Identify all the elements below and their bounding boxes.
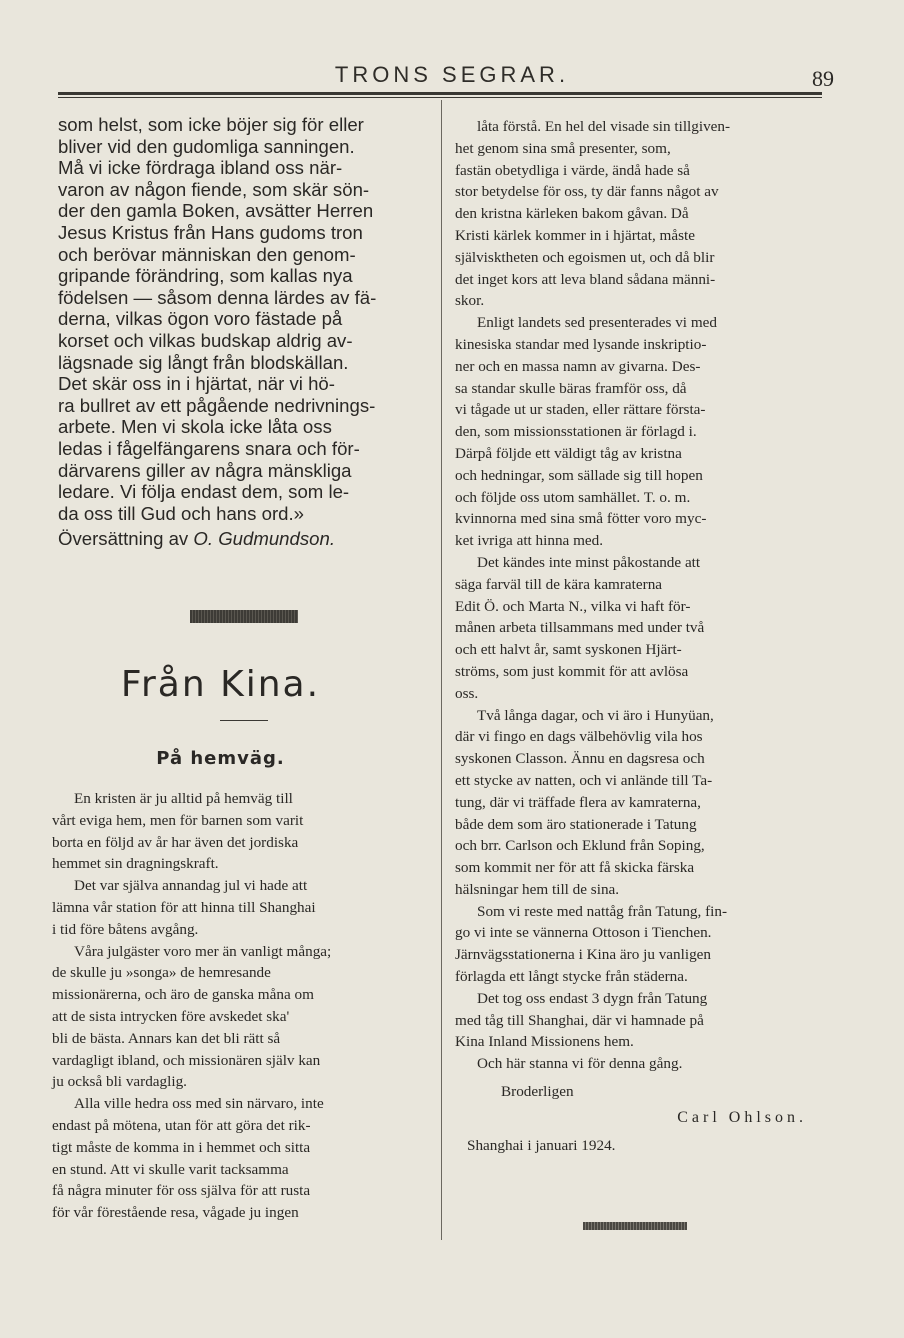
text-line: ket ivriga att hinna med. <box>455 532 604 550</box>
translation-credit <box>58 528 434 550</box>
text-line: ett stycke av natten, och vi anlände till Ta- <box>455 771 713 789</box>
article-paragraph <box>455 312 831 552</box>
text-line: det inget kors att leva bland sådana männi- <box>455 270 716 288</box>
text-line: Två långa dagar, och vi äro i Hunyüan, <box>477 706 714 724</box>
text-line: födelsen — såsom denna lärdes av fä- <box>58 286 377 308</box>
signature-place-date: Shanghai i januari 1924. <box>467 1136 616 1154</box>
article-paragraph <box>455 901 831 988</box>
continued-paragraph <box>58 114 434 524</box>
text-line: den, som missionsstationen är förlagd i. <box>455 423 697 441</box>
article-paragraph <box>455 1053 831 1075</box>
running-header-title: TRONS SEGRAR. <box>334 62 570 87</box>
text-line: och ett halvt år, samt syskonen Hjärt- <box>455 641 682 659</box>
text-line: gripande förändring, som kallas nya <box>58 265 353 287</box>
text-line: och berövar människan den genom- <box>58 243 356 265</box>
header-rule <box>58 92 822 95</box>
text-line: där vi fingo en dags välbehövlig vila hos <box>455 728 703 746</box>
text-line: Våra julgäster voro mer än vanligt många; <box>74 942 332 960</box>
text-line: tung, där vi träffade flera av kamraterna, <box>455 793 701 811</box>
title-rule <box>220 720 268 721</box>
text-line: låta förstå. En hel del visade sin tillgiven- <box>477 118 731 135</box>
text-line: stor betydelse för oss, ty där fanns något av <box>455 183 719 201</box>
text-line: Alla ville hedra oss med sin närvaro, inte <box>74 1095 324 1113</box>
text-line: da oss till Gud och hans ord.» <box>58 502 304 524</box>
text-line: oss. <box>455 684 479 702</box>
text-line: Och här stanna vi för denna gång. <box>477 1055 683 1073</box>
text-line: kvinnorna med sina små fötter voro myc- <box>455 510 707 528</box>
article-paragraph <box>455 116 831 312</box>
text-line: förlagda ett långt stycke från städerna. <box>455 968 688 986</box>
column-divider <box>441 100 442 1240</box>
text-line: vardagligt ibland, och missionären själv kan <box>52 1051 321 1069</box>
text-line: tigt måste de komma in i hemmet och sitta <box>52 1138 311 1156</box>
text-line: bliver vid den gudomliga sanningen. <box>58 135 355 157</box>
text-line: Det skär oss in i hjärtat, när vi hö- <box>58 373 335 395</box>
text-line: Må vi icke fördraga ibland oss när- <box>58 157 343 179</box>
text-line: en stund. Att vi skulle varit tacksamma <box>52 1160 289 1178</box>
section-divider-bar <box>190 610 298 623</box>
text-line: kinesiska standar med lysande inskriptio- <box>455 335 707 353</box>
translator-name: O. Gudmundson. <box>193 528 336 550</box>
text-line: både dem som äro stationerade i Tatung <box>455 815 697 833</box>
text-line: bli de bästa. Annars kan det bli rätt så <box>52 1029 281 1047</box>
text-line: skor. <box>455 292 485 310</box>
text-line: ströms, som just kommit för att avlösa <box>455 662 689 680</box>
text-line: de skulle ju »songa» de hemresande <box>52 964 271 982</box>
text-line: och följde oss utom samhället. T. o. m. <box>455 488 691 506</box>
text-line: ledas i fågelfängarens snara och för- <box>58 437 360 459</box>
text-line: varon av någon fiende, som skär sön- <box>58 178 370 200</box>
text-line: sa standar skulle bäras framför oss, då <box>455 379 687 397</box>
article-title: Från Kina. <box>120 664 321 705</box>
text-line: Kristi kärlek kommer in i hjärtat, måste <box>455 226 695 244</box>
text-line: ju också bli vardaglig. <box>52 1073 187 1091</box>
text-line: go vi inte se vännerna Ottoson i Tienchen. <box>455 924 712 942</box>
text-line: hemmet sin dragningskraft. <box>52 855 219 873</box>
text-line: borta en följd av år har även det jordiska <box>52 833 299 851</box>
header-rule-thin <box>58 97 822 98</box>
text-line: den kristna kärleken bakom gåvan. Då <box>455 205 689 223</box>
text-line: Edit Ö. och Marta N., vilka vi haft för- <box>455 597 691 615</box>
text-line: som helst, som icke böjer sig för eller <box>58 114 364 135</box>
article-paragraph <box>52 1093 432 1224</box>
text-line: ra bullret av ett pågående nedrivnings- <box>58 394 376 416</box>
text-line: därvarens giller av några mänskliga <box>58 459 352 481</box>
text-line: arbete. Men vi skola icke låta oss <box>58 416 332 438</box>
left-column-continuation <box>58 114 434 550</box>
translation-prefix: Översättning av <box>58 528 189 550</box>
page-number: 89 <box>812 66 834 91</box>
text-line: Det kändes inte minst påkostande att <box>477 553 701 571</box>
text-line: Jesus Kristus från Hans gudoms tron <box>58 221 363 243</box>
article-right-paragraphs <box>455 116 831 1075</box>
text-line: vi tågade ut ur staden, eller rättare första- <box>455 401 706 419</box>
text-line: ner och en massa namn av givarna. Des- <box>455 357 701 375</box>
text-line: lämna vår station för att hinna till Shanghai <box>52 898 316 916</box>
article-right-column <box>455 116 831 1156</box>
text-line: ledare. Vi följa endast dem, som le- <box>58 481 350 503</box>
article-paragraph <box>455 988 831 1053</box>
text-line: få några minuter för oss själva för att rusta <box>52 1182 311 1200</box>
text-line: derna, vilkas ögon voro fästade på <box>58 308 343 330</box>
text-line: som kommit ner för att få skicka färska <box>455 859 695 877</box>
text-line: Det var själva annandag jul vi hade att <box>74 877 308 895</box>
text-line: korset och vilkas budskap aldrig av- <box>58 329 353 351</box>
text-line: Kina Inland Missionens hem. <box>455 1033 634 1051</box>
text-line: En kristen är ju alltid på hemväg till <box>74 790 293 807</box>
text-line: vårt eviga hem, men för barnen som varit <box>52 811 304 829</box>
text-line: fastän obetydliga i värde, ändå hade så <box>455 161 690 179</box>
text-line: månen arbeta tillsammans med under två <box>455 619 705 637</box>
article-paragraph <box>455 552 831 705</box>
signature-name: Carl Ohlson. <box>677 1108 807 1126</box>
text-line: Därpå följde ett väldigt tåg av kristna <box>455 444 682 462</box>
text-line: hälsningar hem till de sina. <box>455 880 620 898</box>
text-line: med tåg till Shanghai, där vi hamnade på <box>455 1011 704 1029</box>
text-line: het genom sina små presenter, som, <box>455 139 671 157</box>
text-line: der den gamla Boken, avsätter Herren <box>58 200 374 222</box>
article-paragraph <box>52 788 432 875</box>
article-paragraph <box>52 875 432 940</box>
text-line: och brr. Carlson och Eklund från Soping, <box>455 837 705 855</box>
text-line: missionärerna, och äro de ganska måna om <box>52 986 314 1004</box>
text-line: endast på mötena, utan för att göra det rik- <box>52 1116 311 1134</box>
text-line: i tid före båtens avgång. <box>52 920 199 938</box>
text-line: Som vi reste med nattåg från Tatung, fin- <box>477 902 728 920</box>
text-line: Det tog oss endast 3 dygn från Tatung <box>477 989 708 1007</box>
article-subtitle: På hemväg. <box>156 748 285 769</box>
signature-greeting: Broderligen <box>501 1083 574 1101</box>
article-left-column <box>52 788 432 1224</box>
text-line: lägsnade sig långt från blodskällan. <box>58 351 349 373</box>
article-paragraph <box>52 941 432 1094</box>
text-line: att de sista intrycken före avskedet ska' <box>52 1007 290 1025</box>
text-line: för vår förestående resa, vågade ju ingen <box>52 1204 299 1222</box>
text-line: Järnvägsstationerna i Kina äro ju vanligen <box>455 946 711 964</box>
text-line: säga farväl till de kära kamraterna <box>455 575 663 593</box>
end-divider-bar <box>583 1222 687 1230</box>
text-line: och hedningar, som sällade sig till hopen <box>455 466 703 484</box>
text-line: Enligt landets sed presenterades vi med <box>477 314 717 332</box>
text-line: syskonen Classon. Ännu en dagsresa och <box>455 750 705 768</box>
text-line: självisktheten och egoismen ut, och då blir <box>455 248 715 266</box>
article-paragraph <box>455 705 831 901</box>
